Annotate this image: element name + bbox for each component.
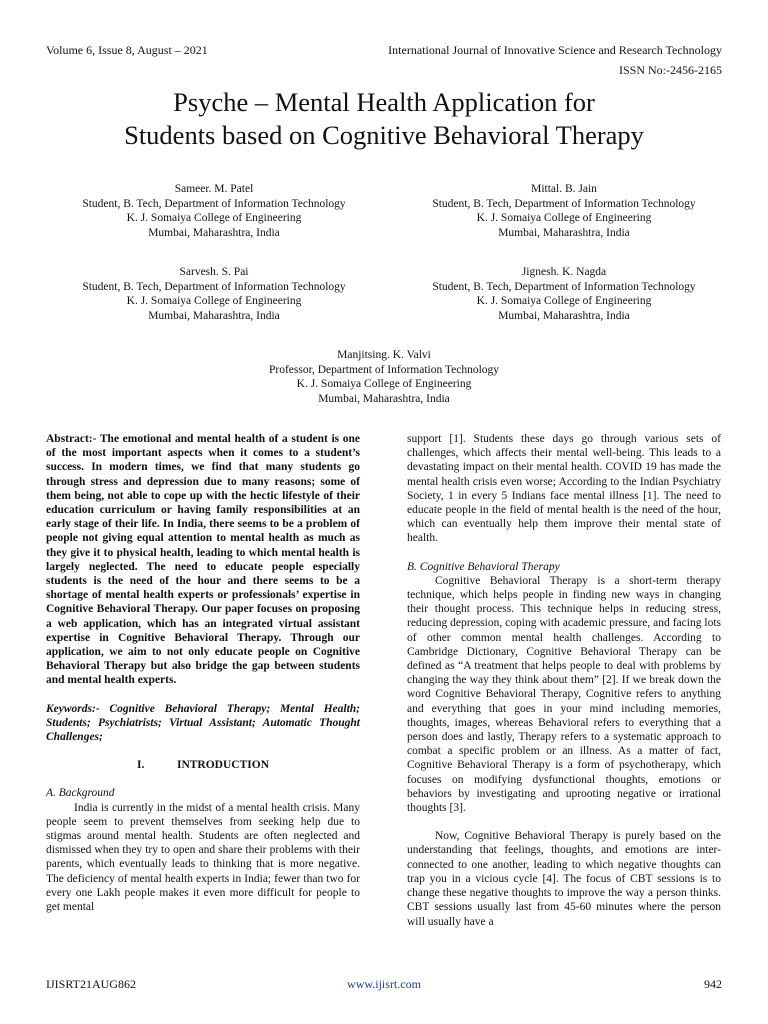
author-role: Student, B. Tech, Department of Information Technology — [82, 197, 346, 210]
author-block — [49, 265, 379, 323]
footer-page-number: 942 — [704, 977, 722, 991]
header-issn: ISSN No:-2456-2165 — [618, 63, 722, 77]
header-volume: Volume 6, Issue 8, August – 2021 — [46, 43, 208, 57]
section-number: I. — [136, 759, 145, 772]
author-block — [219, 348, 549, 406]
subsection-background-heading: A. Background — [46, 787, 115, 800]
author-location: Mumbai, Maharashtra, India — [498, 309, 630, 322]
header-journal: International Journal of Innovative Science and Research Technology — [388, 43, 722, 57]
subsection-cbt-heading: B. Cognitive Behavioral Therapy — [407, 560, 560, 573]
author-block — [399, 182, 729, 240]
section-heading — [46, 758, 360, 772]
author-role: Student, B. Tech, Department of Information Technology — [432, 280, 696, 293]
author-location: Mumbai, Maharashtra, India — [498, 226, 630, 239]
cbt-sessions-paragraph: Now, Cognitive Behavioral Therapy is purely based on the understanding that feelings, thoughts, and emotions are inter-connected to one another, leading to which negative thoughts can trap you in a vicious cycle [4]. The focus of CBT sessions is to change these negative thoughts to improve the way a person thinks. CBT sessions usually last from 45-60 minutes where the person will usually have a — [407, 830, 721, 928]
author-college: K. J. Somaiya College of Engineering — [126, 212, 302, 224]
author-name: Sameer. M. Patel — [174, 183, 254, 195]
author-name: Jignesh. K. Nagda — [521, 266, 607, 278]
author-role: Student, B. Tech, Department of Information Technology — [82, 280, 346, 293]
cbt-paragraph: Cognitive Behavioral Therapy is a short-term therapy technique, which helps people in finding new ways in changing their thought process. This technique helps in reducing stress, reducing depression, coping with academic pressure, and facing lots of other common mental health challenges. According to Cambridge Dictionary, Cognitive Behavioral Therapy can be defined as “A treatment that helps people to deal with problems by changing the way they think about them” [2]. If we break down the word Cognitive Behavioral Therapy, Cognitive refers to anything and everything that goes in your mind including memories, thoughts, images, whereas Behavioral refers to everything that a person does and lastly, Therapy refers to a systematic approach to combat a specific problem or an illness. As a matter of fact, Cognitive Behavioral Therapy is a form of psychotherapy, which focuses on modifying dysfunctional thoughts, emotions or behaviors by investigating and uprooting negative or irrational thoughts [3]. — [407, 574, 721, 815]
author-name: Mittal. B. Jain — [531, 183, 597, 195]
author-location: Mumbai, Maharashtra, India — [148, 309, 280, 322]
author-location: Mumbai, Maharashtra, India — [318, 392, 450, 405]
author-block — [399, 265, 729, 323]
author-college: K. J. Somaiya College of Engineering — [476, 295, 652, 307]
left-column — [46, 432, 360, 914]
title-line-1: Psyche – Mental Health Application for — [173, 87, 595, 117]
author-role: Student, B. Tech, Department of Information Technology — [432, 197, 696, 210]
author-college: K. J. Somaiya College of Engineering — [476, 212, 652, 224]
title-line-2: Students based on Cognitive Behavioral Therapy — [124, 120, 644, 150]
paper-title — [40, 86, 728, 152]
keywords: Keywords:- Cognitive Behavioral Therapy; Mental Health; Students; Psychiatrists; Virtual Assistant; Automatic Thought Challenges; — [46, 702, 360, 744]
author-name: Sarvesh. S. Pai — [179, 266, 249, 278]
right-column — [407, 432, 721, 929]
author-block — [49, 182, 379, 240]
background-paragraph: India is currently in the midst of a mental health crisis. Many people seem to prevent themselves from seeking help due to stigmas around mental health. Students are often neglected and dismissed when they try to open and share their problems with their parents, which eventually leads to thinking that is more negative. The deficiency of mental health experts in India; fewer than two for every one Lakh people makes it even more difficult for people to get mental — [46, 801, 360, 914]
footer-paper-code: IJISRT21AUG862 — [46, 977, 136, 991]
author-role: Professor, Department of Information Technology — [268, 363, 500, 376]
footer-website-link[interactable]: www.ijisrt.com — [347, 977, 421, 991]
author-college: K. J. Somaiya College of Engineering — [126, 295, 302, 307]
author-location: Mumbai, Maharashtra, India — [148, 226, 280, 239]
section-title: INTRODUCTION — [176, 759, 269, 772]
author-name: Manjitsing. K. Valvi — [337, 349, 431, 361]
support-paragraph: support [1]. Students these days go through various sets of challenges, which affects their mental well-being. This leads to a devastating impact on their mental health. COVID 19 has made the mental health crisis even worse; According to the Indian Psychiatry Society, 1 in every 5 Indians face mental illness [1]. The need to educate people in the field of mental health is the need of the hour, which can eventually help them improve their mental state of health. — [407, 433, 721, 545]
author-college: K. J. Somaiya College of Engineering — [296, 378, 472, 390]
abstract: Abstract:- The emotional and mental health of a student is one of the most important aspects when it comes to a student’s success. In modern times, we find that many students go through stress and depression due to many reasons; some of them being, not able to cope up with the hectic lifestyle of their education curriculum or having family responsibilities at an early stage of their life. In India, there seems to be a problem of people not giving equal attention to mental health as much as they give it to physical health, leading to which mental health is largely neglected. The need to educate people especially students is the need of the hour and there seems to be a shortage of mental health experts or professionals’ expertise in Cognitive Behavioral Therapy. Our paper focuses on proposing a web application, which has an integrated virtual assistant expertise in Cognitive Behavioral Therapy. Through our application, we aim to not only educate people on Cognitive Behavioral Therapy but also bridge the gap between students and mental health experts. — [46, 433, 360, 687]
